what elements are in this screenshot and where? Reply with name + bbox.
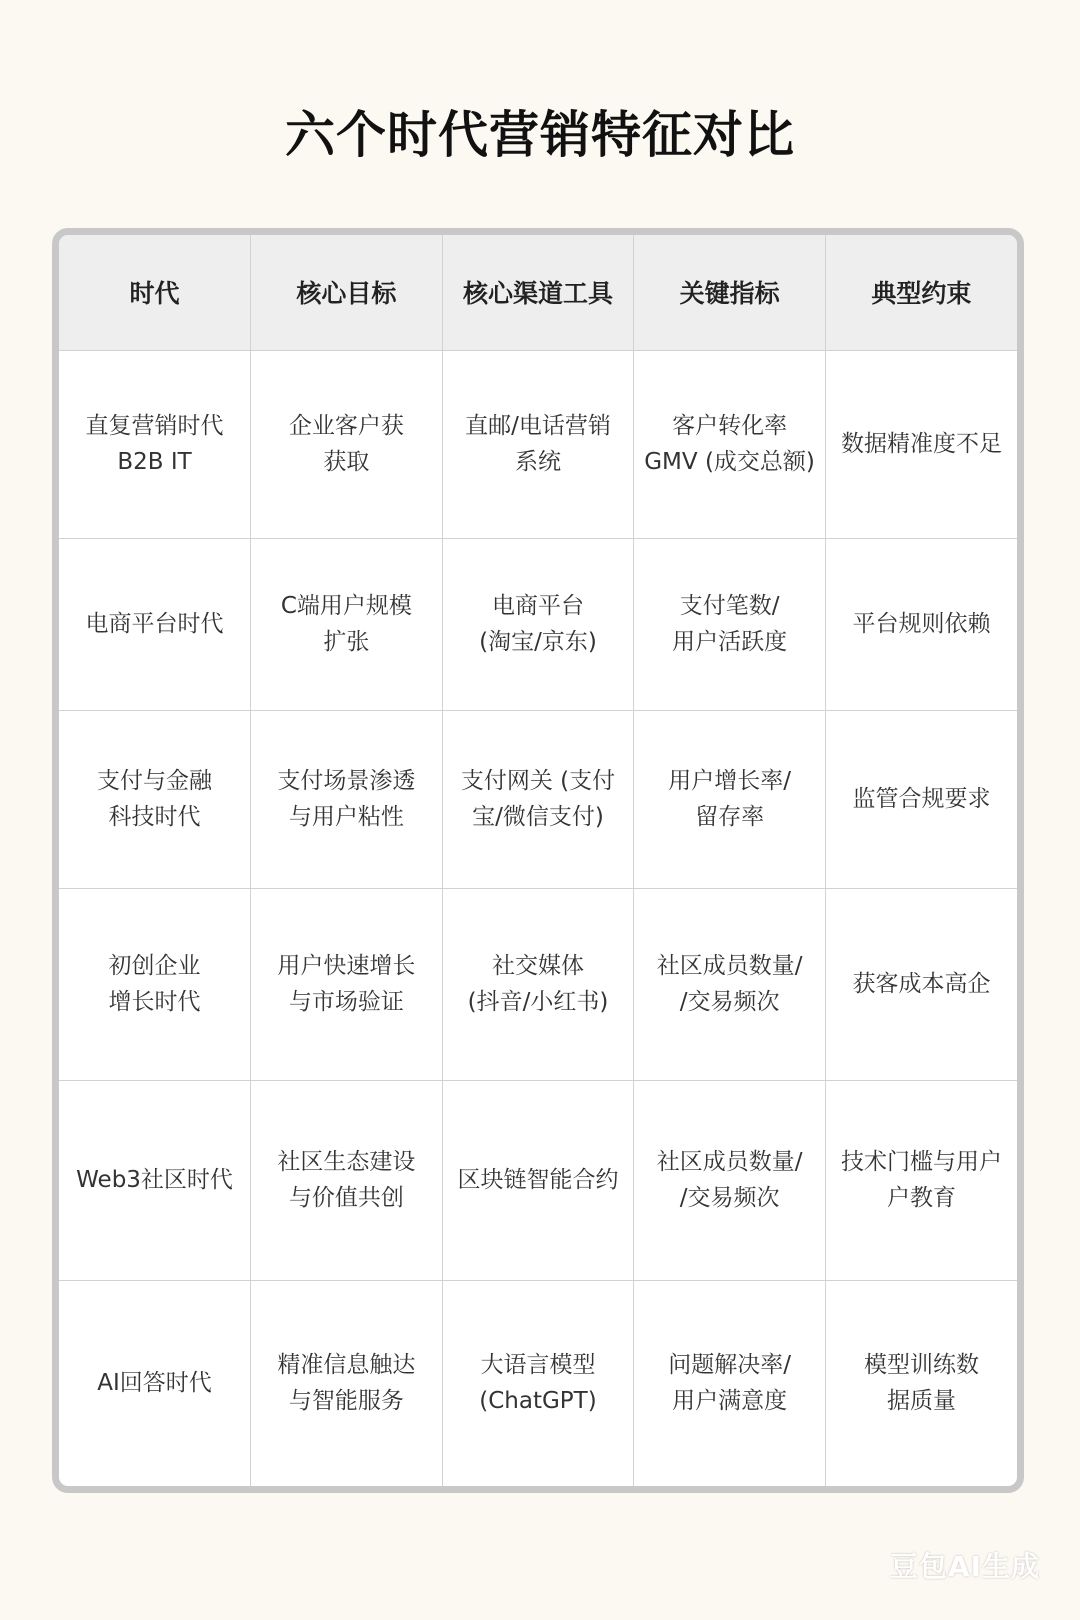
table-row (59, 1280, 1017, 1486)
cell-key-metric: 社区成员数量/ /交易频次 (634, 1080, 826, 1280)
table-row (59, 538, 1017, 710)
header-typical-constraint: 典型约束 (825, 235, 1017, 350)
header-key-metric: 关键指标 (634, 235, 826, 350)
cell-core-goal: 用户快速增长 与市场验证 (251, 888, 443, 1080)
page-title: 六个时代营销特征对比 (285, 106, 795, 164)
cell-core-goal: 精准信息触达 与智能服务 (251, 1280, 443, 1486)
cell-core-channel: 区块链智能合约 (442, 1080, 634, 1280)
cell-typical-constraint: 数据精准度不足 (825, 350, 1017, 538)
cell-typical-constraint: 平台规则依赖 (825, 538, 1017, 710)
cell-core-channel: 社交媒体 (抖音/小红书) (442, 888, 634, 1080)
cell-key-metric: 社区成员数量/ /交易频次 (634, 888, 826, 1080)
table-row (59, 710, 1017, 888)
cell-typical-constraint: 技术门槛与用户 户教育 (825, 1080, 1017, 1280)
cell-typical-constraint: 监管合规要求 (825, 710, 1017, 888)
comparison-table (59, 235, 1017, 1486)
cell-era: 直复营销时代 B2B IT (59, 350, 251, 538)
cell-era: Web3社区时代 (59, 1080, 251, 1280)
comparison-table-container (52, 228, 1024, 1493)
cell-era: 支付与金融 科技时代 (59, 710, 251, 888)
cell-core-goal: 社区生态建设 与价值共创 (251, 1080, 443, 1280)
cell-core-channel: 支付网关 (支付 宝/微信支付) (442, 710, 634, 888)
table-header-row (59, 235, 1017, 350)
cell-core-goal: 企业客户获 获取 (251, 350, 443, 538)
cell-era: AI回答时代 (59, 1280, 251, 1486)
cell-core-channel: 电商平台 (淘宝/京东) (442, 538, 634, 710)
cell-typical-constraint: 获客成本高企 (825, 888, 1017, 1080)
cell-core-goal: C端用户规模 扩张 (251, 538, 443, 710)
cell-era: 初创企业 增长时代 (59, 888, 251, 1080)
cell-key-metric: 支付笔数/ 用户活跃度 (634, 538, 826, 710)
cell-era: 电商平台时代 (59, 538, 251, 710)
cell-key-metric: 客户转化率 GMV (成交总额) (634, 350, 826, 538)
header-core-channel: 核心渠道工具 (442, 235, 634, 350)
cell-key-metric: 问题解决率/ 用户满意度 (634, 1280, 826, 1486)
table-row (59, 888, 1017, 1080)
header-core-goal: 核心目标 (251, 235, 443, 350)
table-row (59, 1080, 1017, 1280)
cell-core-channel: 直邮/电话营销 系统 (442, 350, 634, 538)
ai-generated-watermark: 豆包AI生成 (889, 1550, 1040, 1583)
table-row (59, 350, 1017, 538)
cell-typical-constraint: 模型训练数 据质量 (825, 1280, 1017, 1486)
cell-core-goal: 支付场景渗透 与用户粘性 (251, 710, 443, 888)
cell-core-channel: 大语言模型 (ChatGPT) (442, 1280, 634, 1486)
header-era: 时代 (59, 235, 251, 350)
cell-key-metric: 用户增长率/ 留存率 (634, 710, 826, 888)
